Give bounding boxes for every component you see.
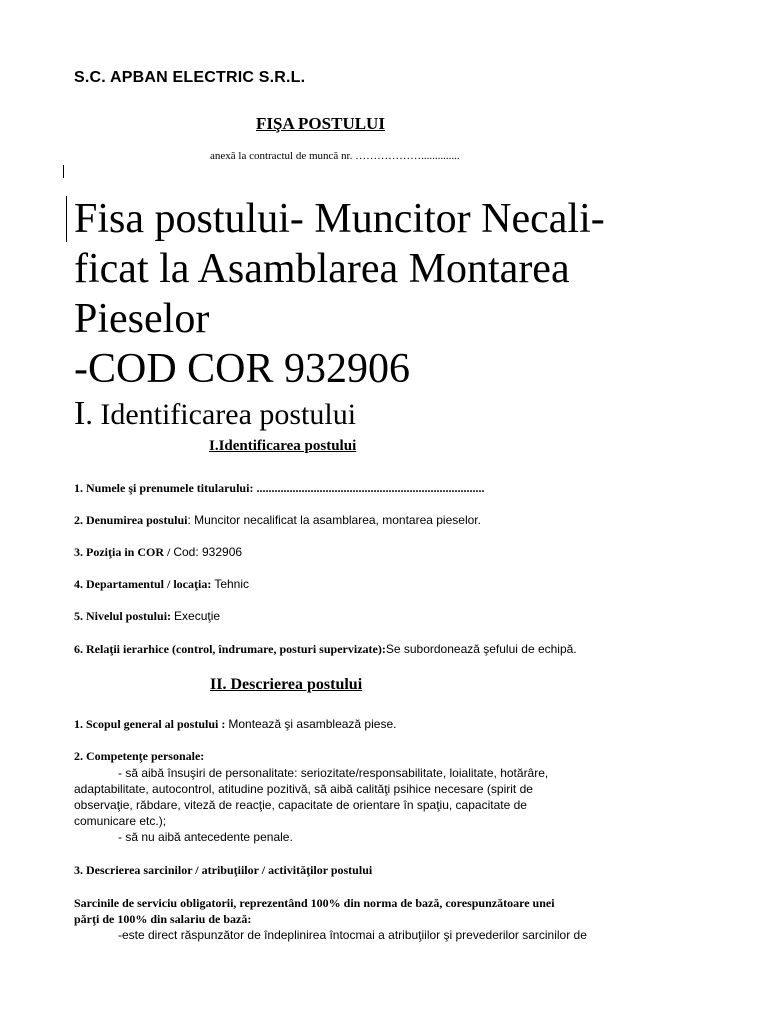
field-line xyxy=(74,545,242,560)
field-line xyxy=(74,642,577,657)
roman-numeral: I xyxy=(74,395,86,432)
paragraph-line: Sarcinile de serviciu obligatorii, reprezentând 100% din norma de bază, corespunzătoare unei xyxy=(74,896,555,910)
paragraph-line: părţi de 100% din salariu de bază: xyxy=(74,912,252,926)
field-label: 3. Descrierea sarcinilor / atribuţiilor / activităţilor postului xyxy=(74,863,373,877)
field-label: 3. Poziţia in COR / xyxy=(74,545,174,559)
paragraph-line: comunicare etc.); xyxy=(74,814,167,828)
job-title-line: -COD COR 932906 xyxy=(74,346,411,392)
field-value: : Muncitor necalificat la asamblarea, montarea pieselor. xyxy=(187,513,481,527)
text-cursor xyxy=(63,165,64,178)
field-label: 5. Nivelul postului: xyxy=(74,609,175,623)
job-title-line: Pieselor xyxy=(74,296,210,342)
field-value: Execuţie xyxy=(174,609,221,623)
field-line xyxy=(74,481,484,496)
job-title-line: Fisa postului- Muncitor Necali- xyxy=(74,196,605,242)
job-title-line: ficat la Asamblarea Montarea xyxy=(74,246,570,292)
section-heading: I.Identificarea postului xyxy=(209,438,357,454)
field-line xyxy=(74,749,204,764)
field-value: Se subordonează şefului de echipă. xyxy=(385,642,577,656)
section-subtitle xyxy=(74,393,356,436)
annex-note: anexă la contractul de muncă nr. ……………….............. xyxy=(210,150,460,162)
document-title: FIŞA POSTULUI xyxy=(256,114,385,133)
field-value: Montează şi asamblează piese. xyxy=(228,717,397,731)
field-line xyxy=(74,609,220,624)
sarcini-paragraph xyxy=(74,895,734,927)
paragraph-line: -este direct răspunzător de îndeplinirea întocmai a atribuţiilor şi prevederilor sarcinilor de xyxy=(118,928,587,942)
job-title xyxy=(74,194,605,394)
section-heading: II. Descrierea postului xyxy=(210,676,363,693)
field-line xyxy=(74,717,396,732)
field-value: Cod: 932906 xyxy=(173,545,243,559)
paragraph-line: - să aibă însuşiri de personalitate: seriozitate/responsabilitate, loialitate, hotărâre, xyxy=(118,766,549,780)
field-label: 1. Numele şi prenumele titularului: ............................................................................ xyxy=(74,481,485,495)
paragraph-line: observaţie, răbdare, viteză de reacţie, capacitate de orientare în spaţiu, capacitate de xyxy=(74,798,527,812)
field-label: 4. Departamentul / locaţia: xyxy=(74,577,215,591)
field-line xyxy=(74,513,481,528)
paragraph-line: adaptabilitate, autocontrol, atitudine pozitivă, să aibă calităţi psihice necesare (spirit de xyxy=(74,782,533,796)
field-line xyxy=(74,863,372,878)
paragraph-line: - să nu aibă antecedente penale. xyxy=(118,830,293,844)
field-label: 6. Relaţii ierarhice (control, îndrumare, posturi supervizate): xyxy=(74,642,386,656)
field-label: 2. Denumirea postului xyxy=(74,513,188,527)
subtitle-text: . Identificarea postului xyxy=(85,398,357,431)
field-line xyxy=(74,577,249,592)
sarcini-detail xyxy=(74,927,724,943)
competente-paragraph xyxy=(74,765,724,845)
company-name: S.C. APBAN ELECTRIC S.R.L. xyxy=(74,69,306,86)
field-label: 2. Competenţe personale: xyxy=(74,749,205,763)
text-cursor xyxy=(66,196,67,242)
field-label: 1. Scopul general al postului : xyxy=(74,717,229,731)
field-value: Tehnic xyxy=(214,577,249,591)
